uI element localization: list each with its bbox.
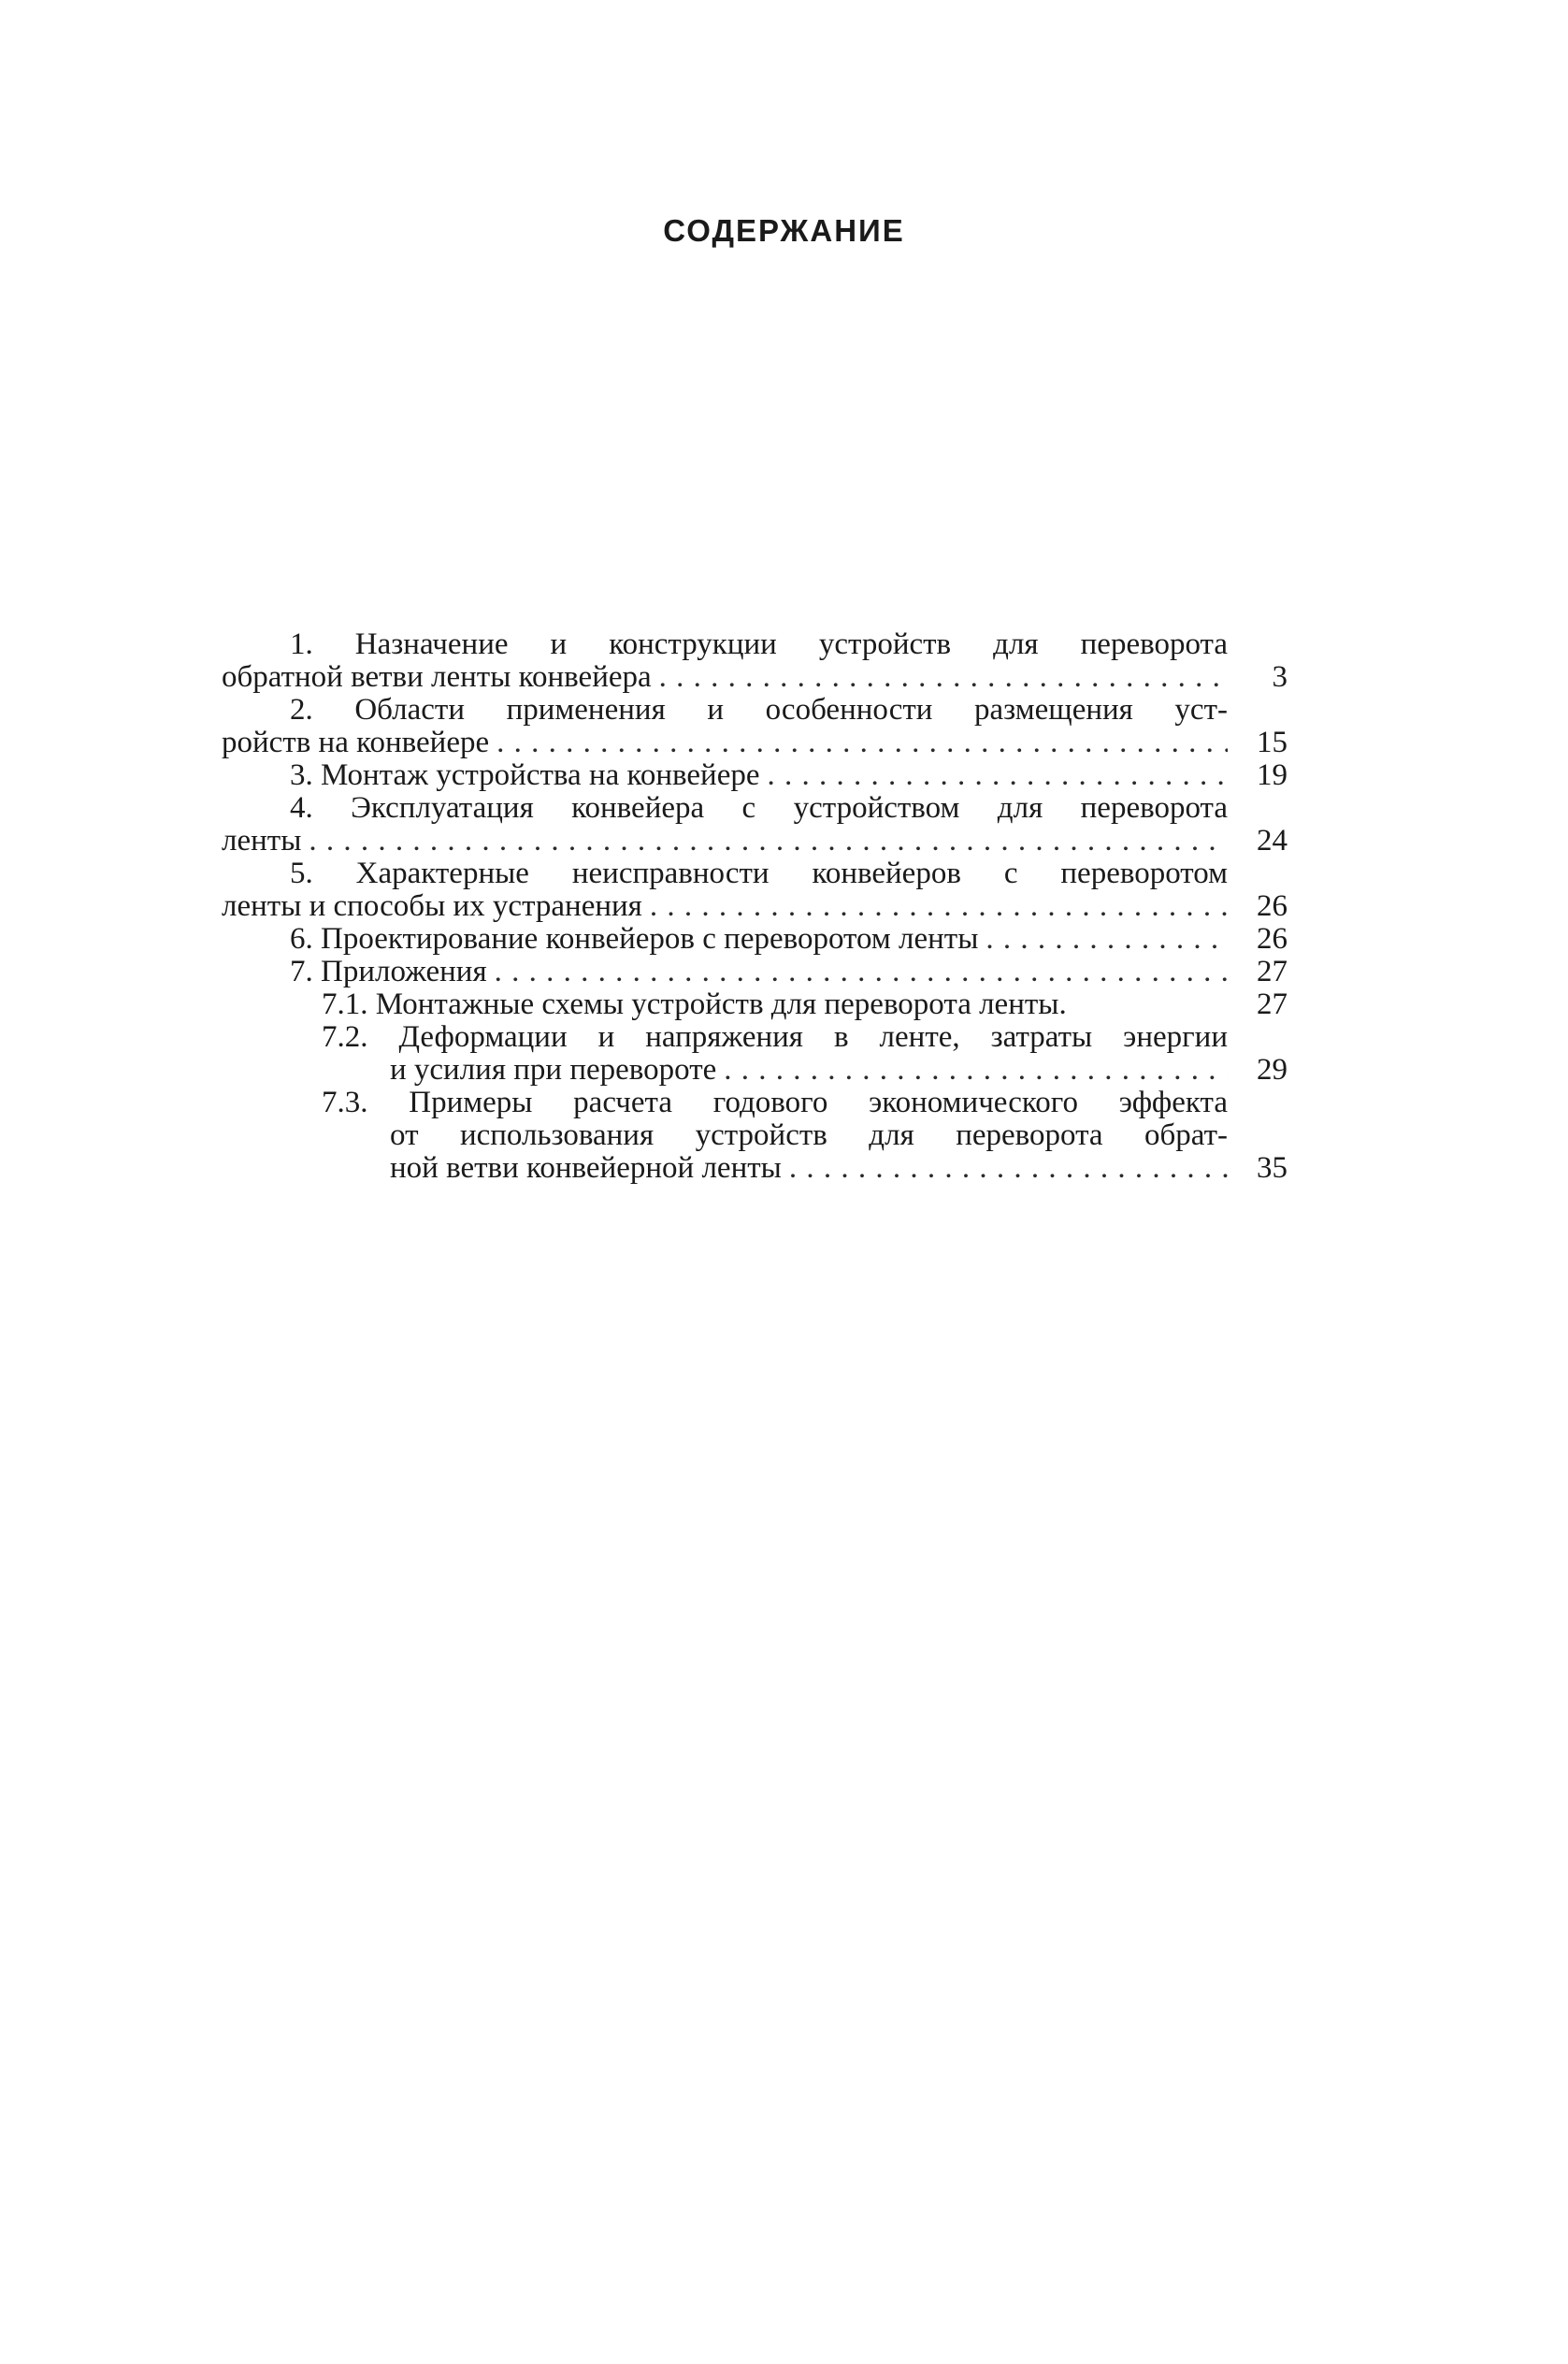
dot-leader (978, 923, 1228, 956)
toc-entry-7-3-page: 35 (1257, 1151, 1287, 1185)
toc-entry-3-line-1: 3. Монтаж устройства на конвейере (290, 758, 760, 792)
toc-entry-1[interactable] (222, 628, 1287, 694)
toc-entry-7-3-line-2: от использования устройств для переворота обрат- (390, 1119, 1228, 1152)
table-of-contents (222, 628, 1287, 1185)
toc-entry-6[interactable] (222, 923, 1287, 956)
toc-entry-7-page: 27 (1257, 955, 1287, 988)
toc-entry-7-2-page: 29 (1257, 1053, 1287, 1087)
dot-leader (301, 825, 1228, 858)
toc-entry-5-line-2: ленты и способы их устранения (222, 889, 642, 923)
toc-entry-7-3[interactable] (222, 1087, 1287, 1185)
toc-entry-7[interactable] (222, 956, 1287, 988)
toc-entry-5[interactable] (222, 858, 1287, 923)
toc-entry-3[interactable] (222, 759, 1287, 792)
toc-entry-4-page: 24 (1257, 824, 1287, 858)
toc-entry-7-2[interactable] (222, 1021, 1287, 1087)
page-title: СОДЕРЖАНИЕ (663, 213, 905, 248)
toc-entry-7-3-line-3: ной ветви конвейерной ленты (390, 1151, 782, 1185)
toc-entry-6-line-1: 6. Проектирование конвейеров с переворотом ленты (290, 922, 979, 956)
toc-entry-7-line-1: 7. Приложения (290, 955, 487, 988)
toc-entry-6-page: 26 (1257, 922, 1287, 956)
toc-entry-4[interactable] (222, 792, 1287, 858)
toc-entry-1-page: 3 (1272, 660, 1287, 694)
toc-entry-7-1-page: 27 (1257, 987, 1287, 1021)
toc-entry-7-3-line-1: 7.3. Примеры расчета годового экономического эффекта (322, 1087, 1228, 1119)
dot-leader (652, 661, 1228, 694)
toc-entry-7-1[interactable] (222, 988, 1287, 1021)
dot-leader (489, 727, 1228, 759)
toc-entry-1-line-1: 1. Назначение и конструкции устройств для переворота (290, 628, 1228, 661)
toc-entry-2-line-1: 2. Области применения и особенности размещения уст- (290, 694, 1228, 727)
toc-entry-7-2-line-1: 7.2. Деформации и напряжения в ленте, затраты энергии (322, 1021, 1228, 1054)
dot-leader (782, 1152, 1228, 1185)
toc-entry-7-1-line-1: 7.1. Монтажные схемы устройств для переворота ленты. (322, 988, 1067, 1021)
toc-entry-3-page: 19 (1257, 758, 1287, 792)
dot-leader (642, 890, 1228, 923)
toc-entry-4-line-1: 4. Эксплуатация конвейера с устройством для переворота (290, 792, 1228, 825)
toc-entry-4-line-2: ленты (222, 824, 302, 858)
toc-entry-5-line-1: 5. Характерные неисправности конвейеров с переворотом (290, 858, 1228, 890)
dot-leader (716, 1054, 1228, 1087)
toc-entry-2[interactable] (222, 694, 1287, 759)
toc-entry-5-page: 26 (1257, 889, 1287, 923)
toc-entry-1-line-2: обратной ветви ленты конвейера (222, 660, 652, 694)
toc-entry-2-page: 15 (1257, 726, 1287, 759)
toc-entry-2-line-2: ройств на конвейере (222, 726, 490, 759)
dot-leader (760, 759, 1228, 792)
toc-entry-7-2-line-2: и усилия при перевороте (390, 1053, 717, 1087)
dot-leader (487, 956, 1228, 988)
